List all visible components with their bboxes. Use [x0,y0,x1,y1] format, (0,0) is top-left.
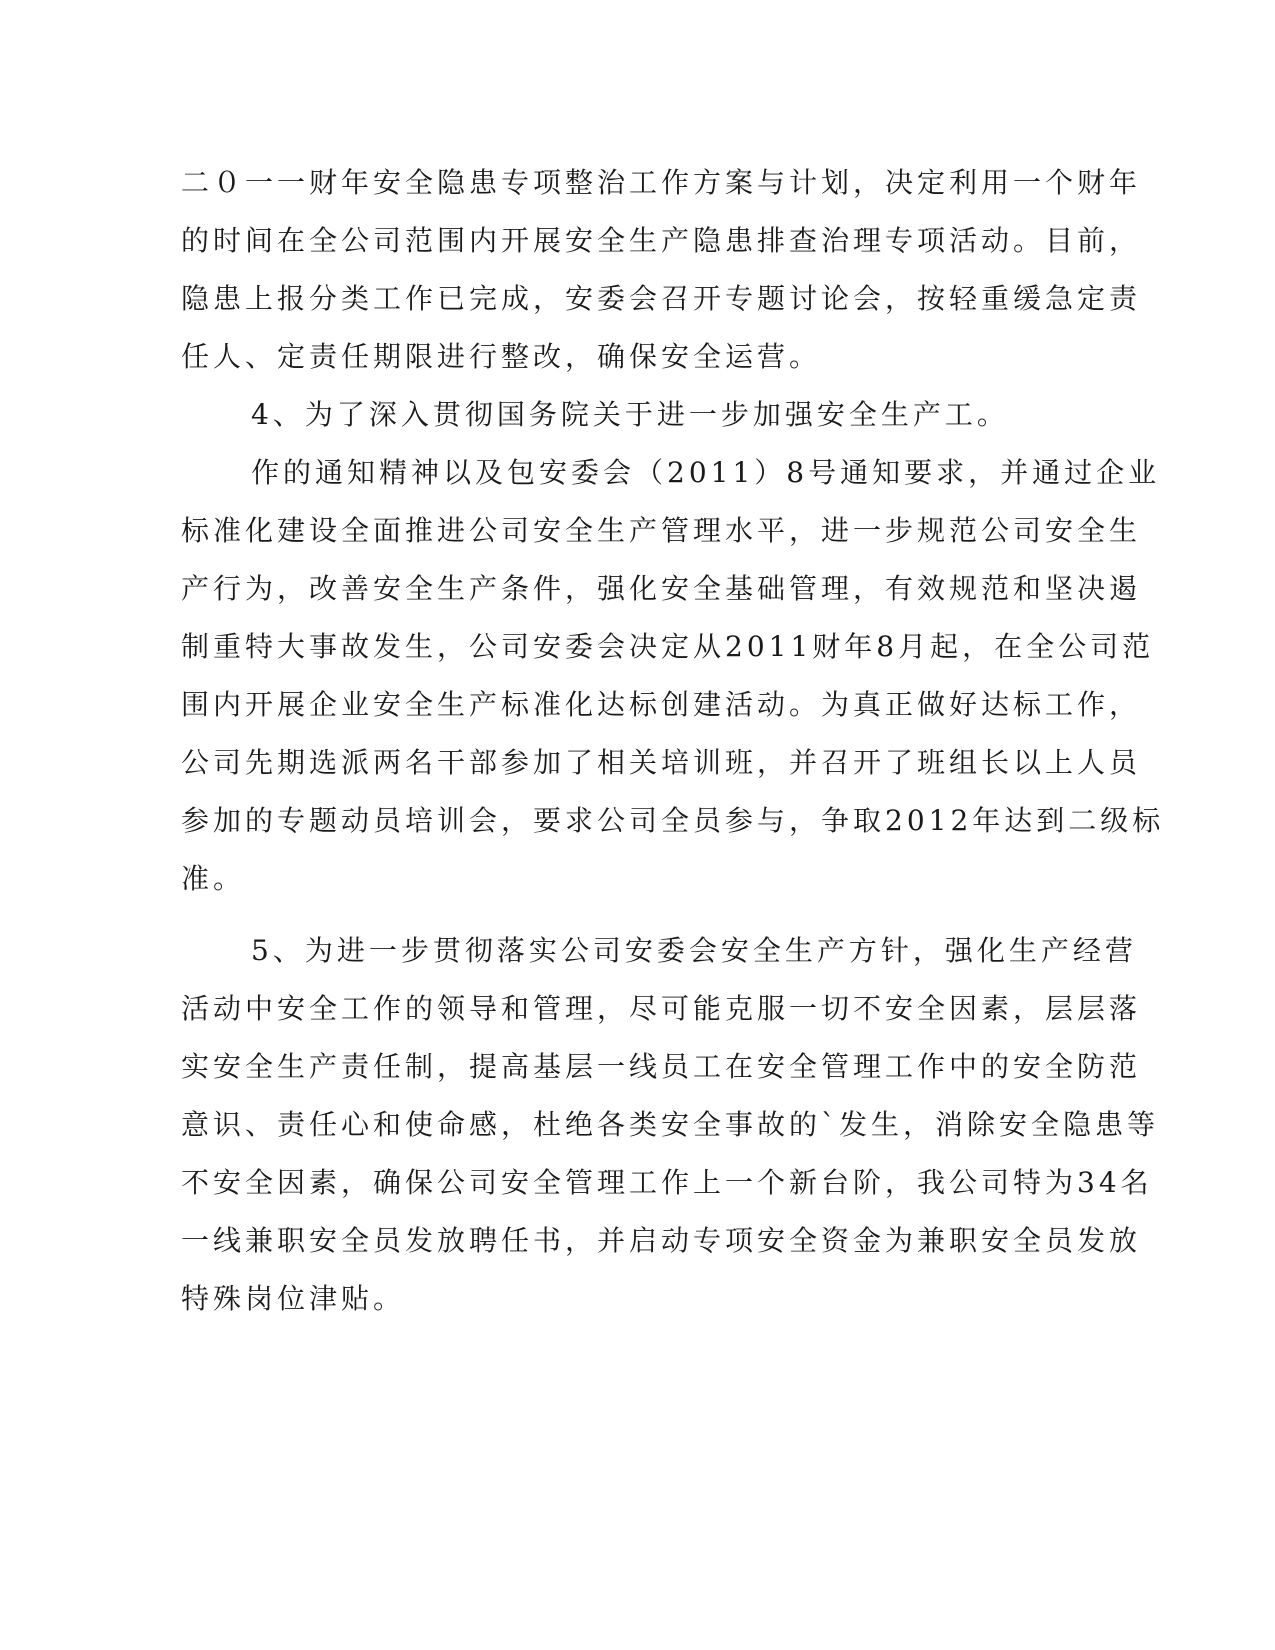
text-line: 隐患上报分类工作已完成，安委会召开专题讨论会，按轻重缓急定责 [181,282,1142,315]
text-line: 不安全因素，确保公司安全管理工作上一个新台阶，我公司特为34名 [181,1166,1153,1199]
text-line: 围内开展企业安全生产标准化达标创建活动。为真正做好达标工作， [181,688,1142,721]
text-line: 制重特大事故发生，公司安委会决定从2011财年8月起，在全公司范 [181,630,1155,663]
text-line: 一线兼职安全员发放聘任书，并启动专项安全资金为兼职安全员发放 [181,1224,1142,1257]
text-line: 意识、责任心和使命感，杜绝各类安全事故的`发生，消除安全隐患等 [181,1108,1160,1141]
text-line: 参加的专题动员培训会，要求公司全员参与，争取2012年达到二级标 [181,804,1165,837]
text-line: 公司先期选派两名干部参加了相关培训班，并召开了班组长以上人员 [181,746,1142,779]
text-line: 产行为，改善安全生产条件，强化安全基础管理，有效规范和坚决遏 [181,572,1142,605]
text-line: 特殊岗位津贴。 [181,1282,406,1315]
paragraph-item-5-safety-officers [181,922,1160,1328]
text-line: 5、为进一步贯彻落实公司安委会安全生产方针，强化生产经营 [251,934,1137,967]
text-line: 任人、定责任期限进行整改，确保安全运营。 [181,340,822,373]
text-line: 4、为了深入贯彻国务院关于进一步加强安全生产工。 [251,398,1009,431]
text-line: 的时间在全公司范围内开展安全生产隐患排查治理专项活动。目前， [181,224,1142,257]
text-line: 标准化建设全面推进公司安全生产管理水平，进一步规范公司安全生 [181,514,1142,547]
paragraph-item-4-heading [181,386,1031,444]
text-line: 活动中安全工作的领导和管理，尽可能克服一切不安全因素，层层落 [181,992,1142,1025]
text-line: 实安全生产责任制，提高基层一线员工在安全管理工作中的安全防范 [181,1050,1142,1083]
text-line: 作的通知精神以及包安委会（2011）8号通知要求，并通过企业 [251,456,1161,489]
paragraph-spacer [181,908,1031,922]
paragraph-hazard-rectification [181,154,1142,386]
text-line: 准。 [181,862,246,895]
paragraph-standardization [181,444,1165,908]
text-line: 二０一一财年安全隐患专项整治工作方案与计划，决定利用一个财年 [181,166,1142,199]
document-body [181,154,1165,1328]
